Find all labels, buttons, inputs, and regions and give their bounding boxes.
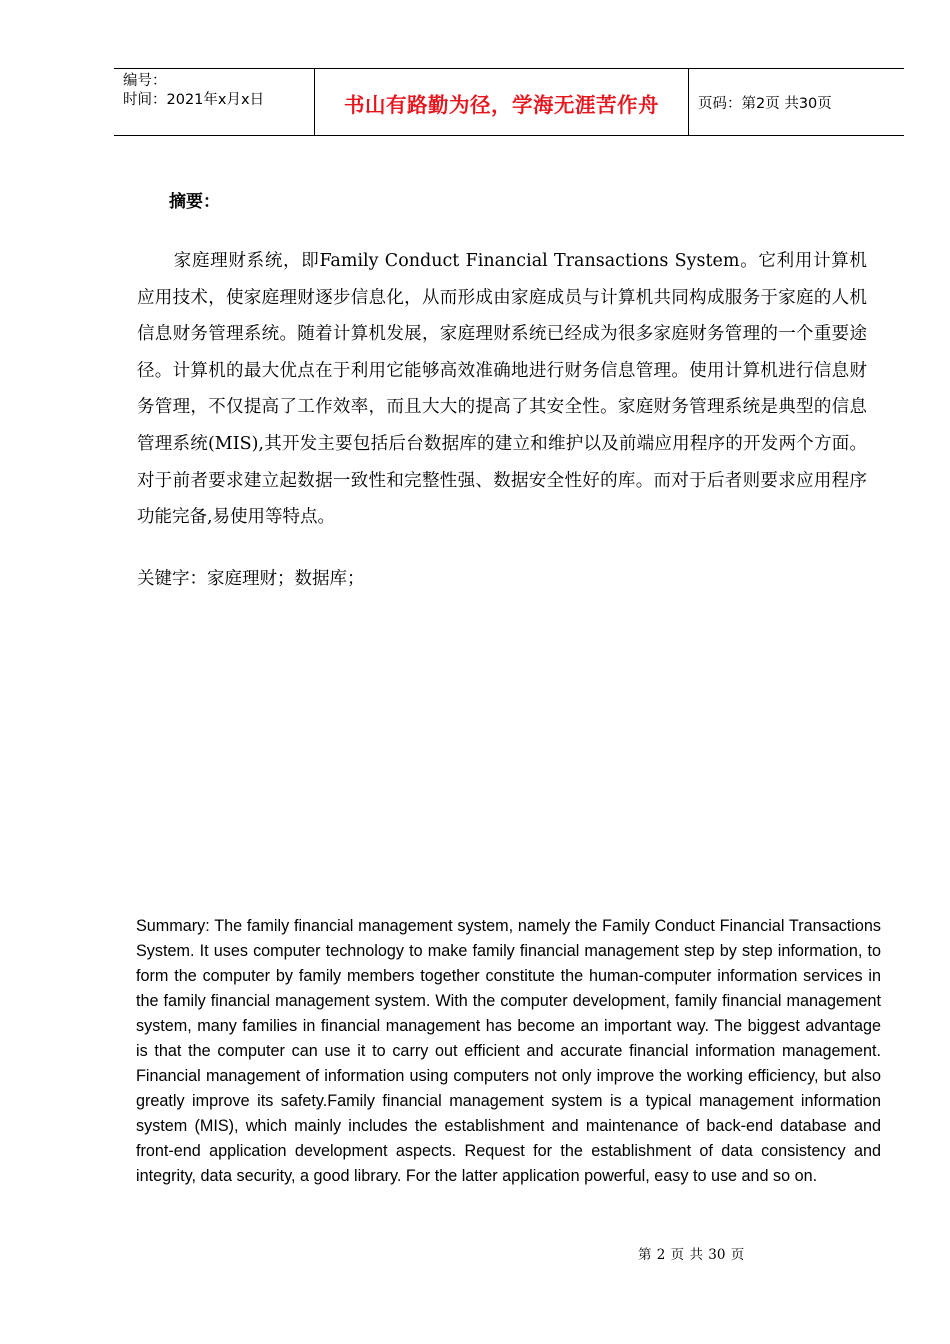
keywords: 关键字：家庭理财；数据库； [137,569,365,589]
header-divider [688,69,689,136]
header-motto: 书山有路勤为径，学海无涯苦作舟 [344,92,659,117]
abstract-body: 家庭理财系统，即Family Conduct Financial Transactions System。它利用计算机应用技术，使家庭理财逐步信息化，从而形成由家庭成员与计算机共同构成服务于家庭的人机信息财务管理系统。随着计算机发展，家庭理财系统已经成为很多家庭财务管理的一个重要途径。计算机的最大优点在于利用它能够高效准确地进行财务信息管理。使用计算机进行信息财务管理，不仅提高了工作效率，而且大大的提高了其安全性。家庭财务管理系统是典型的信息管理系统(MIS),其开发主要包括后台数据库的建立和维护以及前端应用程序的开发两个方面。对于前者要求建立起数据一致性和完整性强、数据安全性好的库。而对于后者则要求应用程序功能完备,易使用等特点。 [137,251,867,528]
english-summary: Summary: The family financial management system, namely the Family Conduct Financial Transactions System. It uses computer technology to make family financial management step by step information, to form the computer by family members together constitute the human-computer information services in the family financial management system. With the computer development, family financial management system, many families in financial management has become an important way. The biggest advantage is that the computer can use it to carry out efficient and accurate financial information management. Financial management of information using computers not only improve the working efficiency, but also greatly improve its safety.Family financial management system is a typical management information system (MIS), which mainly includes the establishment and maintenance of back-end database and front-end application development aspects. Request for the establishment of data consistency and integrity, data security, a good library. For the latter application powerful, easy to use and so on. [136,917,881,1185]
header-meta [123,72,313,110]
header-page-info: 页码：第2页 共30页 [698,96,832,112]
abstract-heading: 摘要： [169,192,220,212]
document-date: 时间：2021年x月x日 [123,92,265,108]
page-header [114,68,904,136]
document-number-label: 编号： [123,73,167,89]
page-footer: 第 2 页 共 30 页 [638,1247,745,1263]
